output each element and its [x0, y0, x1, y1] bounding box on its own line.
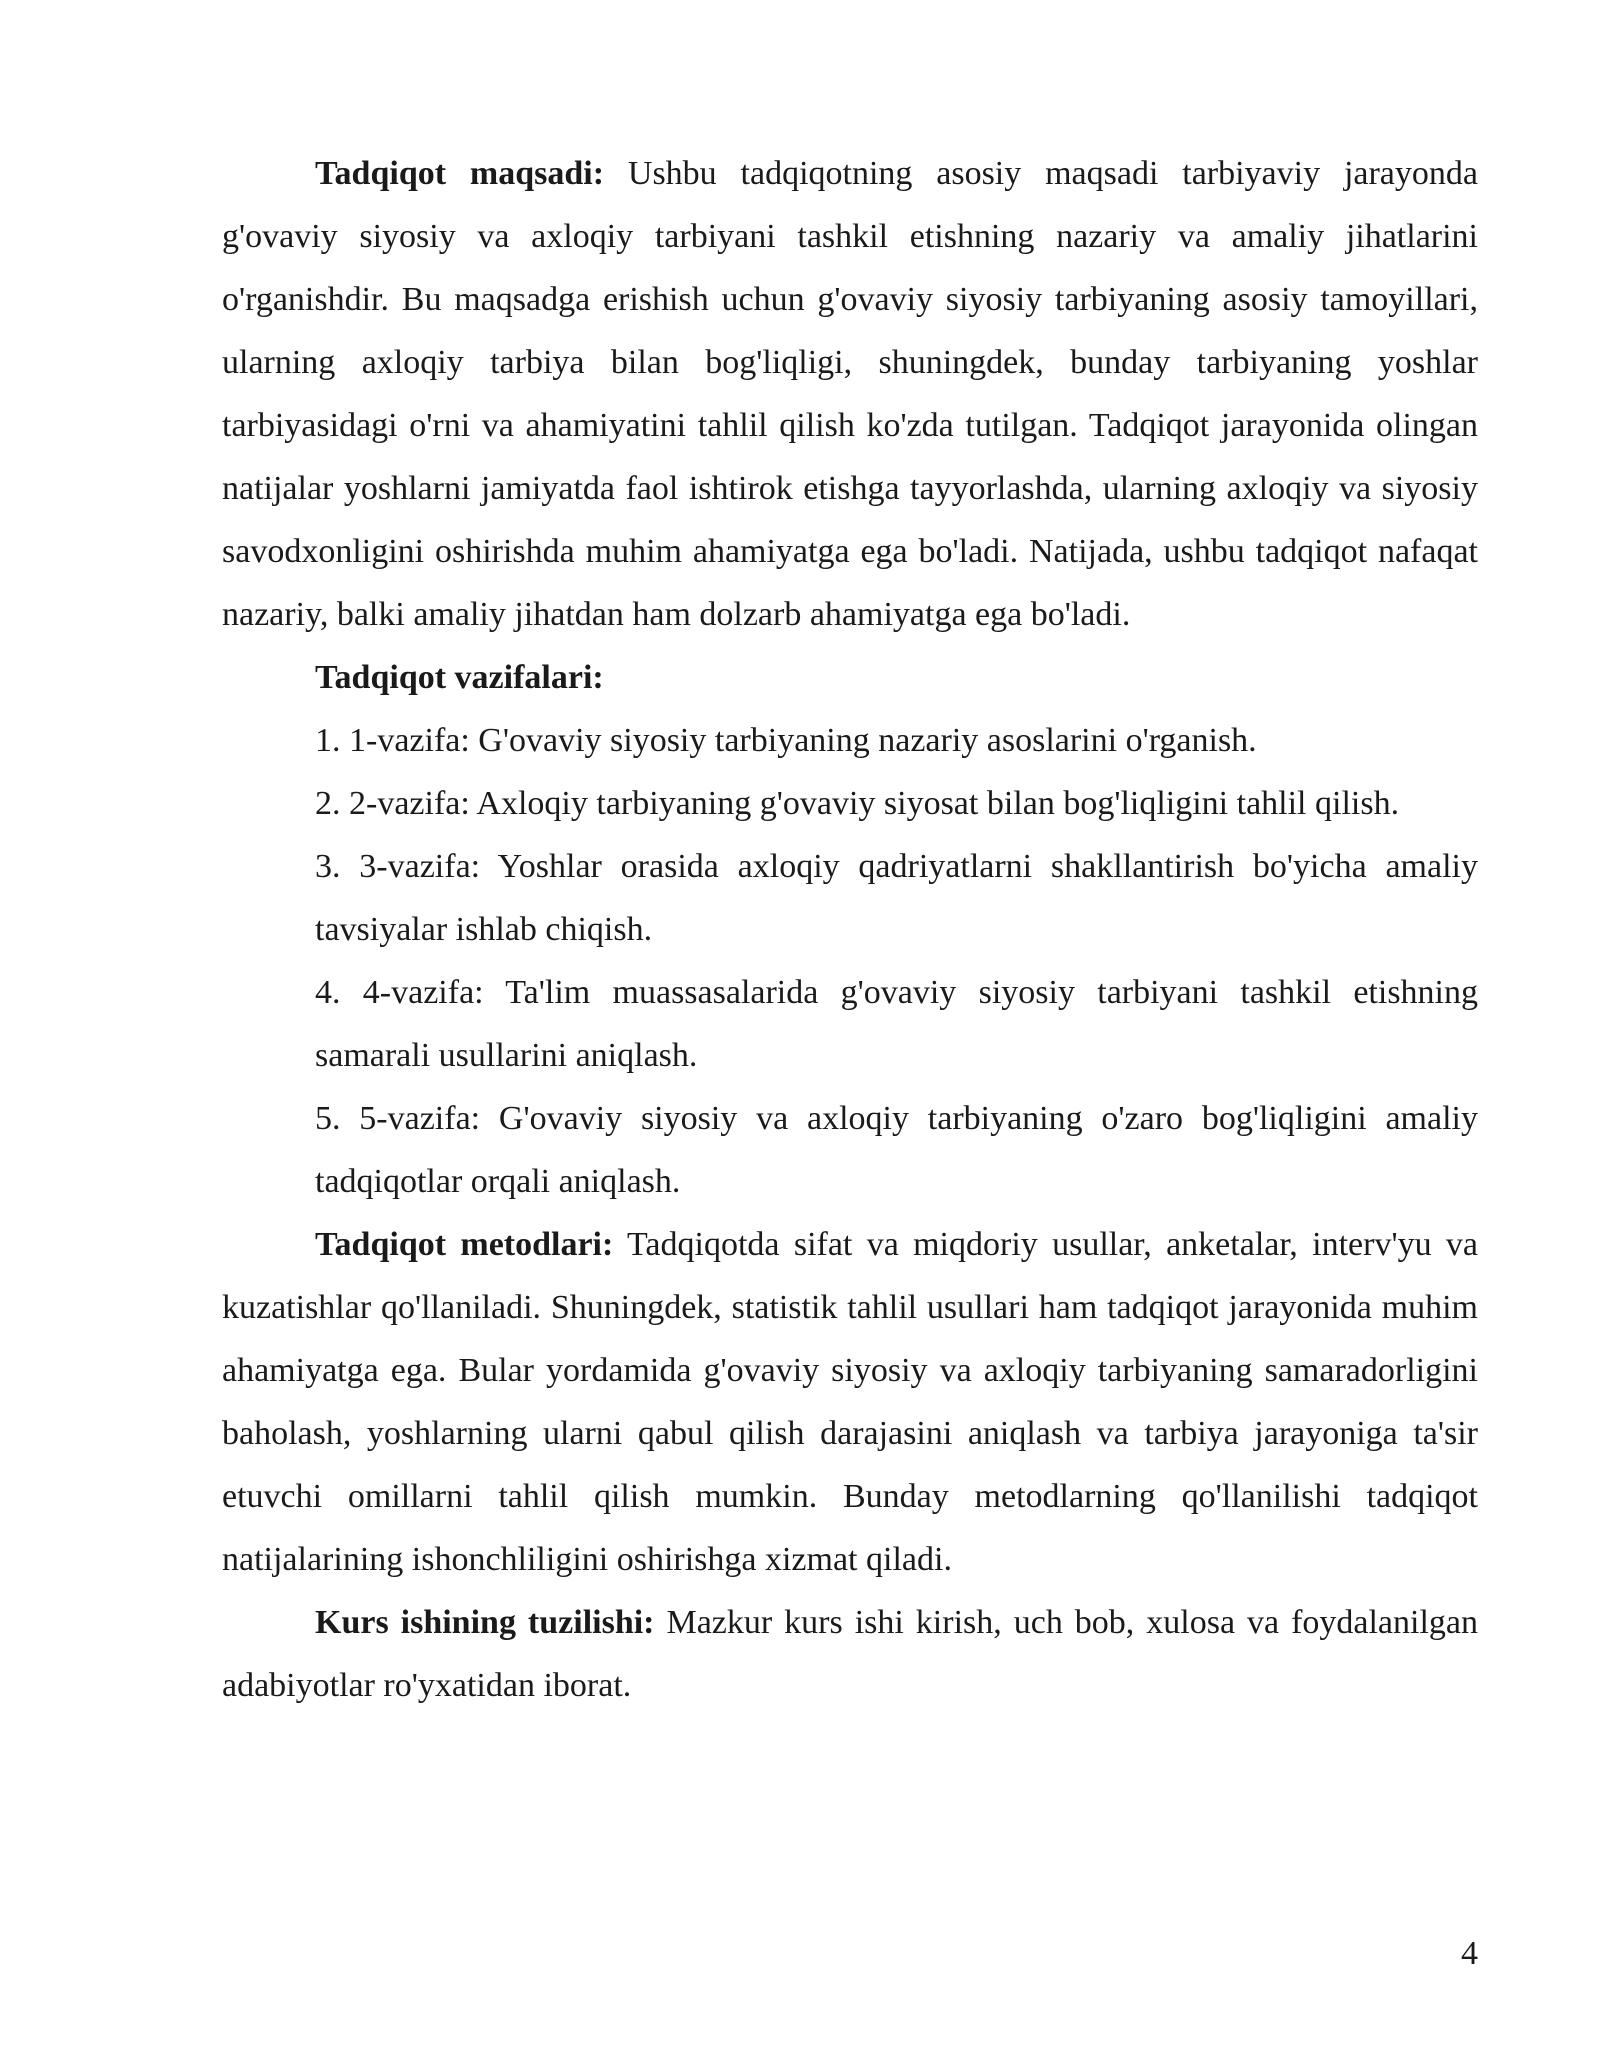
list-item: 3. 3-vazifa: Yoshlar orasida axloqiy qadriyatlarni shakllantirish bo'yicha amaliy tavsiyalar ishlab chiqish. — [315, 848, 1478, 948]
structure-paragraph — [222, 1591, 1478, 1717]
list-item: 5. 5-vazifa: G'ovaviy siyosiy va axloqiy tarbiyaning o'zaro bog'liqligini amaliy tadqiqotlar orqali aniqlash. — [315, 1100, 1478, 1200]
aim-paragraph — [222, 142, 1478, 646]
structure-heading: Kurs ishining tuzilishi: — [315, 1604, 655, 1641]
structure-text: Mazkur kurs ishi kirish, uch bob, xulosa va foydalanilgan adabiyotlar ro'yxatidan iborat. — [222, 1604, 1479, 1704]
methods-heading: Tadqiqot metodlari: — [315, 1226, 614, 1263]
list-item: 2. 2-vazifa: Axloqiy tarbiyaning g'ovaviy siyosat bilan bog'liqligini tahlil qilish. — [315, 785, 1400, 822]
tasks-list — [222, 709, 1478, 1213]
tasks-heading: Tadqiqot vazifalari: — [315, 659, 604, 696]
page-number: 4 — [1461, 1935, 1478, 1972]
list-item: 4. 4-vazifa: Ta'lim muassasalarida g'ovaviy siyosiy tarbiyani tashkil etishning samarali usullarini aniqlash. — [315, 974, 1478, 1074]
aim-heading: Tadqiqot maqsadi: — [315, 155, 605, 192]
methods-paragraph — [222, 1213, 1478, 1591]
list-item: 1. 1-vazifa: G'ovaviy siyosiy tarbiyaning nazariy asoslarini o'rganish. — [315, 722, 1257, 759]
methods-text: Tadqiqotda sifat va miqdoriy usullar, anketalar, interv'yu va kuzatishlar qo'llaniladi. Shuningdek, statistik tahlil usullari ham tadqiqot jarayonida muhim ahamiyatga ega. Bular yordamida g'ovaviy siyosiy va axloqiy tarbiyaning samaradorligini baholash, yoshlarning ularni qabul qilish darajasini aniqlash va tarbiya jarayoniga ta'sir etuvchi omillarni tahlil qilish mumkin. Bunday metodlarning qo'llanilishi tadqiqot natijalarining ishonchliligini oshirishga xizmat qiladi. — [222, 1226, 1478, 1578]
aim-text: Ushbu tadqiqotning asosiy maqsadi tarbiyaviy jarayonda g'ovaviy siyosiy va axloqiy tarbiyani tashkil etishning nazariy va amaliy jihatlarini o'rganishdir. Bu maqsadga erishish uchun g'ovaviy siyosiy tarbiyaning asosiy tamoyillari, ularning axloqiy tarbiya bilan bog'liqligi, shuningdek, bunday tarbiyaning yoshlar tarbiyasidagi o'rni va ahamiyatini tahlil qilish ko'zda tutilgan. Tadqiqot jarayonida olingan natijalar yoshlarni jamiyatda faol ishtirok etishga tayyorlashda, ularning axloqiy va siyosiy savodxonligini oshirishda muhim ahamiyatga ega bo'ladi. Natijada, ushbu tadqiqot nafaqat nazariy, balki amaliy jihatdan ham dolzarb ahamiyatga ega bo'ladi. — [222, 155, 1478, 633]
document-page — [222, 142, 1478, 1717]
